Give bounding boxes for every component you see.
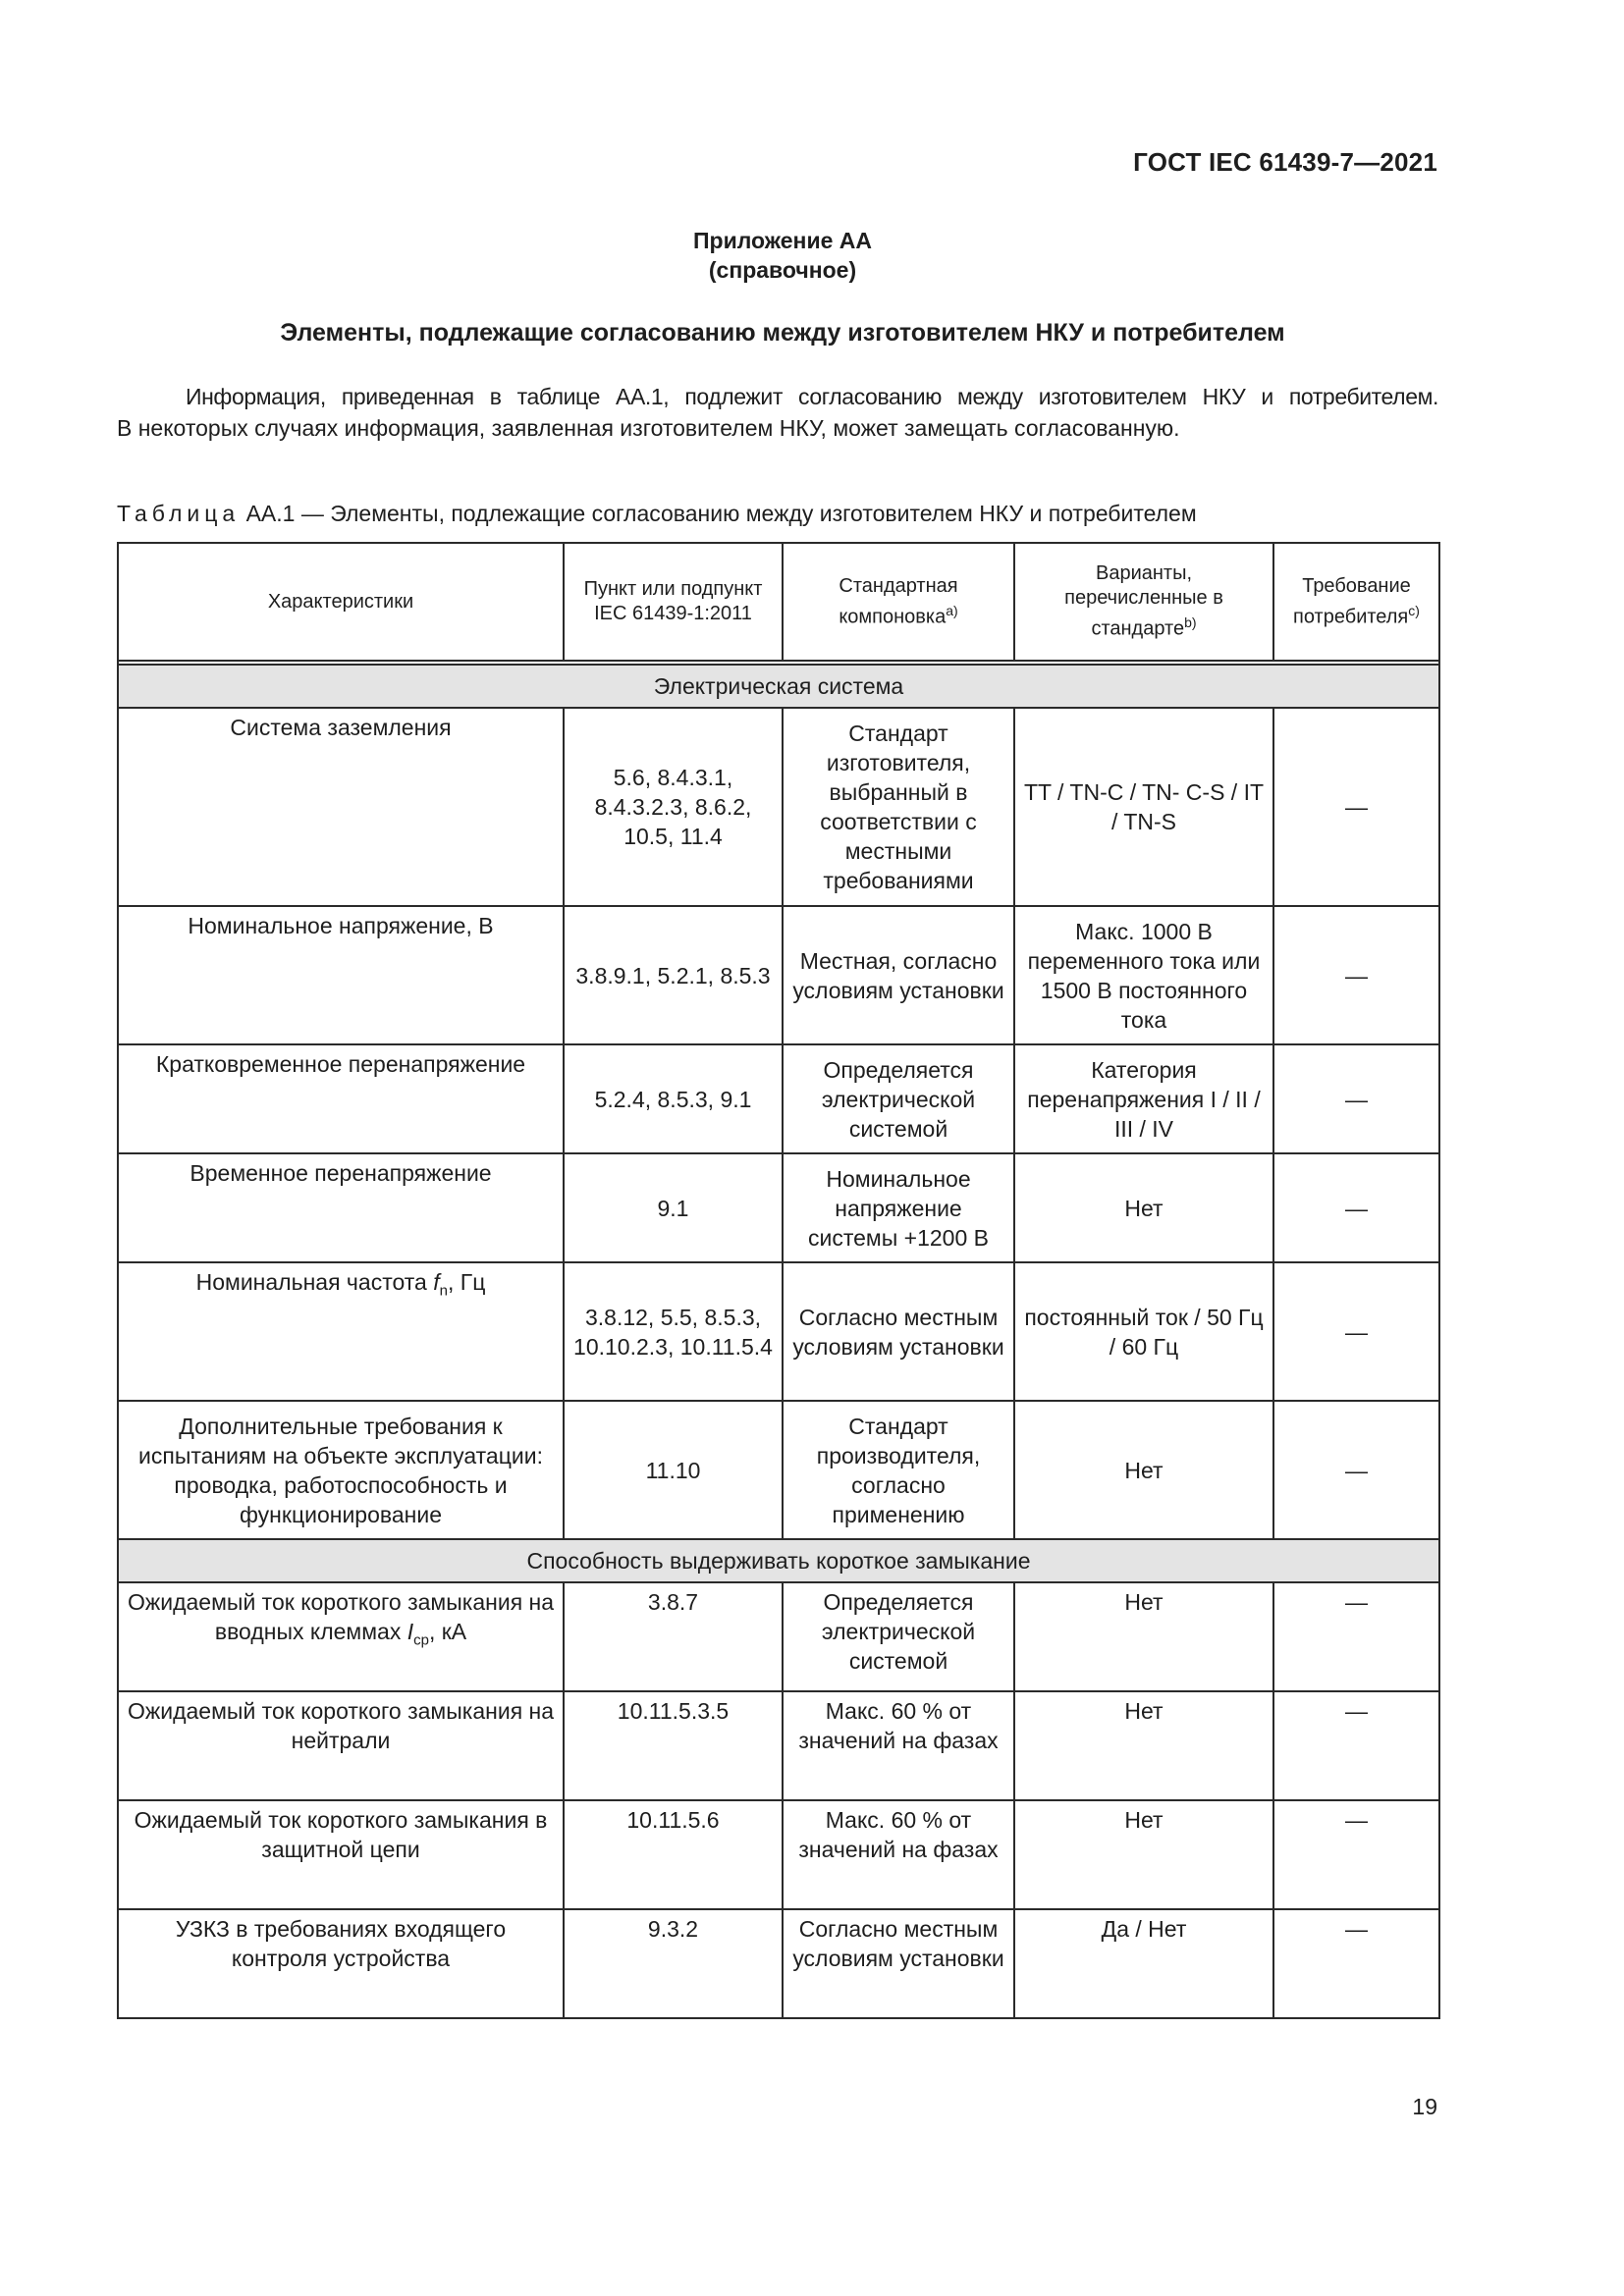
header-characteristics: Характеристики (118, 543, 564, 661)
table-caption-label: Таблица (117, 501, 241, 526)
cell-standard-arrangement: Согласно местным условиям установки (783, 1262, 1014, 1401)
symbol-f: f (433, 1269, 440, 1295)
cell-user-requirement: — (1273, 1401, 1439, 1539)
table-caption (117, 501, 1197, 527)
table-row (118, 906, 1439, 1044)
cell-clause: 5.2.4, 8.5.3, 9.1 (564, 1044, 783, 1153)
cell-characteristic: Ожидаемый ток короткого замыкания на вводных клеммах $I_{cp}$, кА (118, 1582, 564, 1691)
cell-clause: 9.3.2 (564, 1909, 783, 2018)
header-standard-arrangement: Стандартная компоновка$^{а)}$ (783, 543, 1014, 661)
header-options: Варианты, перечисленные в стандарте$^{b)}$ (1014, 543, 1273, 661)
table-row (118, 1401, 1439, 1539)
section-title: Способность выдерживать короткое замыкание (118, 1539, 1439, 1582)
cell-clause: 9.1 (564, 1153, 783, 1262)
intro-paragraph (117, 381, 1438, 444)
cell-characteristic: Временное перенапряжение (118, 1153, 564, 1262)
table-row (118, 1044, 1439, 1153)
footnote-a: а) (946, 602, 958, 618)
section-row-electrical (118, 665, 1439, 708)
appendix-header (0, 226, 1565, 285)
cell-user-requirement: — (1273, 1582, 1439, 1691)
table-row (118, 1691, 1439, 1800)
intro-line-1: Информация, приведенная в таблице АА.1, подлежит согласованию между изготовителем НКУ и потребителем. (186, 384, 1438, 409)
cell-standard-arrangement: Определяется электрической системой (783, 1582, 1014, 1691)
cell-characteristic: Кратковременное перенапряжение (118, 1044, 564, 1153)
cell-standard-arrangement: Местная, согласно условиям установки (783, 906, 1014, 1044)
appendix-type: (справочное) (708, 257, 857, 283)
cell-clause: 11.10 (564, 1401, 783, 1539)
cell-options: Макс. 1000 В переменного тока или 1500 В постоянного тока (1014, 906, 1273, 1044)
header-clause: Пункт или подпункт IEC 61439-1:2011 (564, 543, 783, 661)
cell-options: постоянный ток / 50 Гц / 60 Гц (1014, 1262, 1273, 1401)
footnote-c: c) (1408, 602, 1420, 618)
cell-characteristic: Система заземления (118, 708, 564, 906)
cell-characteristic: Ожидаемый ток короткого замыкания на нейтрали (118, 1691, 564, 1800)
footnote-b: b) (1184, 614, 1197, 631)
page-heading: Элементы, подлежащие согласованию между изготовителем НКУ и потребителем (280, 319, 1285, 347)
cell-clause: 5.6, 8.4.3.1, 8.4.3.2.3, 8.6.2, 10.5, 11.4 (564, 708, 783, 906)
cell-options: Нет (1014, 1401, 1273, 1539)
cell-options: Нет (1014, 1800, 1273, 1909)
table-caption-text: АА.1 — Элементы, подлежащие согласованию между изготовителем НКУ и потребителем (245, 501, 1197, 526)
table-row (118, 708, 1439, 906)
appendix-title: Приложение АА (692, 228, 872, 253)
cell-user-requirement: — (1273, 1153, 1439, 1262)
cell-options: Нет (1014, 1582, 1273, 1691)
intro-line-2: В некоторых случаях информация, заявленная изготовителем НКУ, может замещать согласованную. (117, 415, 1180, 441)
standard-id: ГОСТ IEC 61439-7—2021 (1133, 147, 1437, 177)
cell-user-requirement: — (1273, 1044, 1439, 1153)
table-row (118, 1800, 1439, 1909)
cell-characteristic: Номинальная частота $f_n$, Гц (118, 1262, 564, 1401)
cell-standard-arrangement: Номинальное напряжение системы +1200 В (783, 1153, 1014, 1262)
cell-options: Да / Нет (1014, 1909, 1273, 2018)
table-row (118, 1909, 1439, 2018)
cell-clause: 3.8.12, 5.5, 8.5.3, 10.10.2.3, 10.11.5.4 (564, 1262, 783, 1401)
section-row-short-circuit (118, 1539, 1439, 1582)
cell-clause: 10.11.5.3.5 (564, 1691, 783, 1800)
cell-user-requirement: — (1273, 906, 1439, 1044)
cell-characteristic: УЗКЗ в требованиях входящего контроля устройства (118, 1909, 564, 2018)
cell-clause: 10.11.5.6 (564, 1800, 783, 1909)
table-header-row (118, 543, 1439, 661)
cell-standard-arrangement: Стандарт производителя, согласно применению (783, 1401, 1014, 1539)
section-title: Электрическая система (118, 665, 1439, 708)
cell-characteristic: Дополнительные требования к испытаниям на объекте эксплуатации: проводка, работоспособность и функционирование (118, 1401, 564, 1539)
cell-standard-arrangement: Определяется электрической системой (783, 1044, 1014, 1153)
table-row (118, 1153, 1439, 1262)
page-number: 19 (1412, 2094, 1437, 2119)
cell-characteristic: Ожидаемый ток короткого замыкания в защитной цепи (118, 1800, 564, 1909)
cell-standard-arrangement: Макс. 60 % от значений на фазах (783, 1691, 1014, 1800)
cell-user-requirement: — (1273, 1909, 1439, 2018)
cell-options: Нет (1014, 1153, 1273, 1262)
symbol-i: I (406, 1619, 414, 1644)
cell-user-requirement: — (1273, 1800, 1439, 1909)
cell-user-requirement: — (1273, 1691, 1439, 1800)
cell-clause: 3.8.7 (564, 1582, 783, 1691)
agreement-table (117, 542, 1440, 2019)
cell-user-requirement: — (1273, 1262, 1439, 1401)
cell-standard-arrangement: Стандарт изготовителя, выбранный в соответствии с местными требованиями (783, 708, 1014, 906)
cell-user-requirement: — (1273, 708, 1439, 906)
cell-characteristic: Номинальное напряжение, В (118, 906, 564, 1044)
header-user-requirement: Требование потребителя$^{c)}$ (1273, 543, 1439, 661)
cell-options: TT / TN-C / TN- C-S / IT / TN-S (1014, 708, 1273, 906)
cell-clause: 3.8.9.1, 5.2.1, 8.5.3 (564, 906, 783, 1044)
cell-standard-arrangement: Согласно местным условиям установки (783, 1909, 1014, 2018)
table-row (118, 1262, 1439, 1401)
table-row (118, 1582, 1439, 1691)
cell-standard-arrangement: Макс. 60 % от значений на фазах (783, 1800, 1014, 1909)
cell-options: Категория перенапряжения I / II / III / IV (1014, 1044, 1273, 1153)
cell-options: Нет (1014, 1691, 1273, 1800)
